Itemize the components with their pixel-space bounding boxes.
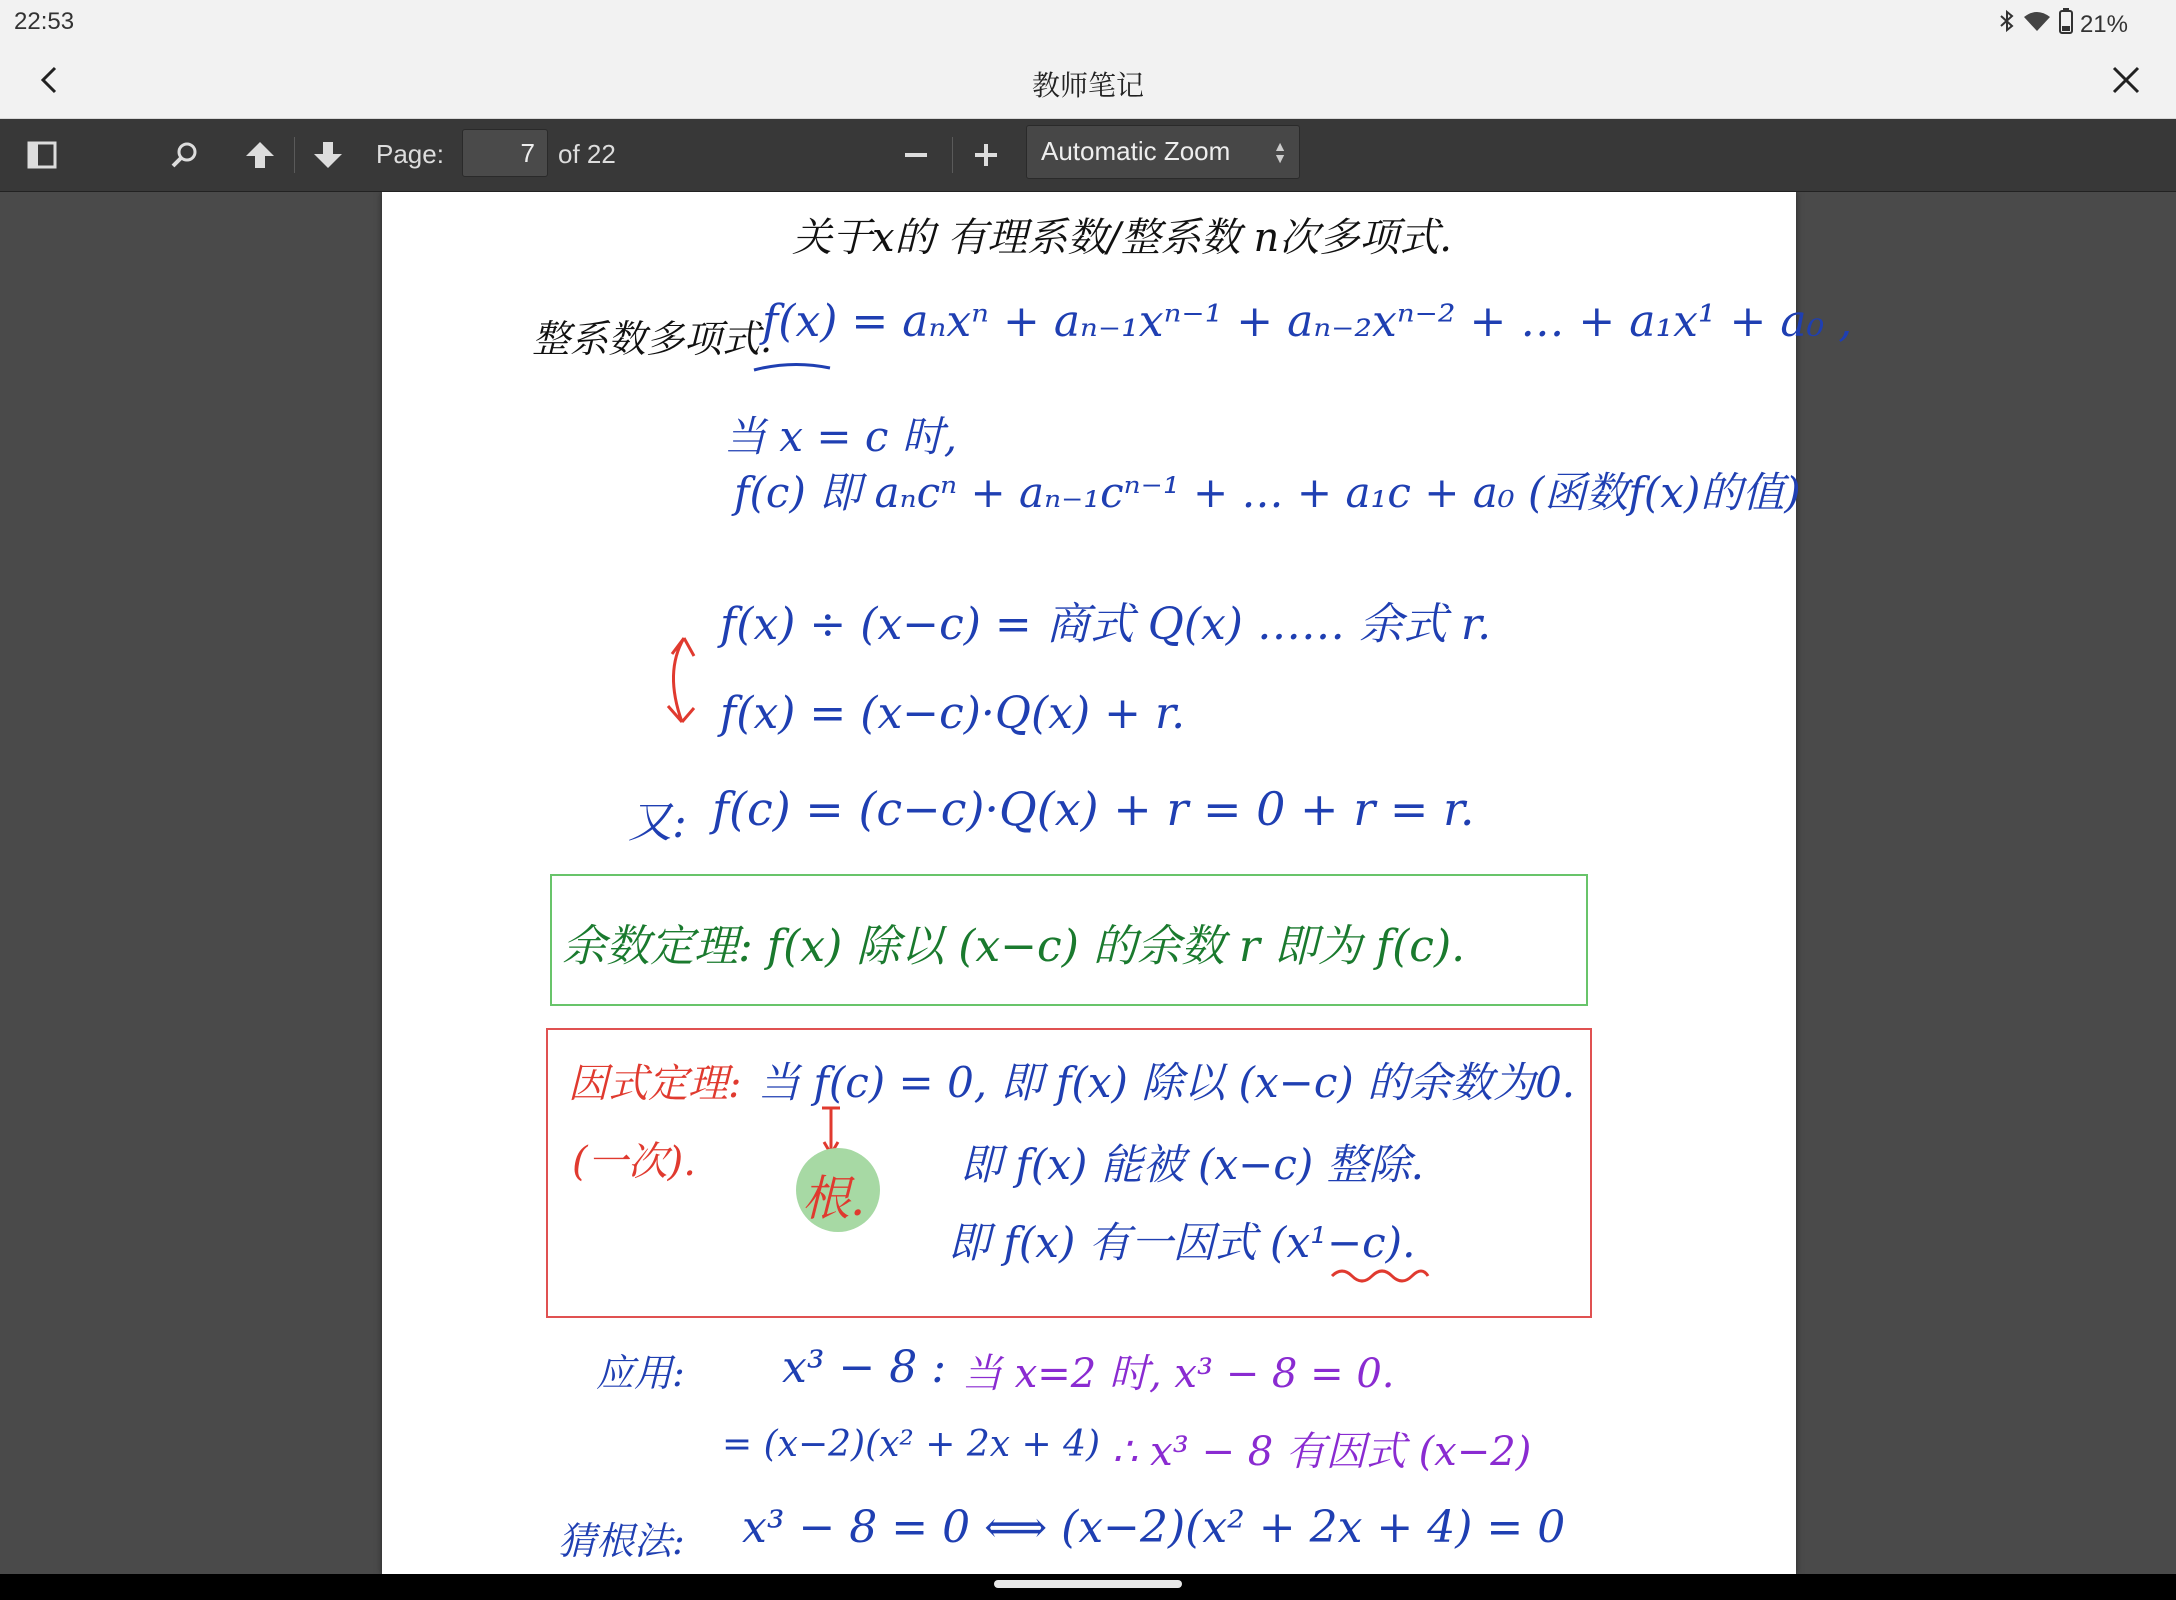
wavy-underline-mark [1330,1266,1430,1286]
remainder-theorem-box [550,874,1588,1006]
apply-line2: = (x−2)(x² + 2x + 4) [722,1424,1101,1465]
status-time: 22:53 [14,8,75,35]
remainder-theorem-text: 余数定理: f(x) 除以 (x−c) 的余数 r 即为 f(c). [562,921,1466,972]
find-root-line: x³ − 8 = 0 ⟺ (x−2)(x² + 2x + 4) = 0 [742,1502,1566,1553]
note-line5: f(x) = (x−c)·Q(x) + r. [720,688,1186,739]
underline-mark [752,360,832,374]
note-line6-label: 又: [628,797,687,848]
close-button[interactable] [2106,60,2146,100]
zoom-value: Automatic Zoom [1041,136,1231,166]
pdf-toolbar [0,119,2176,192]
title-bar [0,44,2176,119]
double-arrow-mark [654,632,704,732]
close-icon [2106,60,2146,100]
status-bar [0,0,2176,44]
note-line3: f(c) 即 aₙcⁿ + aₙ₋₁cⁿ⁻¹ + … + a₁c + a₀ (函数f(x)的值) [734,468,1801,517]
factor-line1: 当 f(c) = 0, 即 f(x) 除以 (x−c) 的余数为0. [758,1058,1576,1107]
note-title: 关于x的 有理系数/整系数 n次多项式. [792,215,1452,261]
find-root-label: 猜根法: [558,1519,685,1563]
battery-percent: 21% [2079,10,2128,38]
search-button[interactable] [164,135,204,175]
note-line6: f(c) = (c−c)·Q(x) + r = 0 + r = r. [712,782,1475,836]
pdf-page [382,192,1853,1574]
note-line4: f(x) ÷ (x−c) = 商式 Q(x) …… 余式 r. [720,599,1492,650]
zoom-select[interactable] [1026,125,1300,179]
factor-theorem-box [546,1028,1592,1318]
factor-theorem-label: 因式定理: [568,1061,742,1107]
document-viewer[interactable] [0,192,2176,1574]
navigation-bar [0,1574,2176,1600]
page-count: of 22 [558,139,616,169]
document-title: 教师笔记 [1031,70,1144,101]
battery-icon [2058,8,2074,41]
toolbar-divider [294,137,295,173]
page-number-input[interactable] [462,129,548,177]
note-line2: 当 x = c 时, [724,412,958,461]
factor-line3: 即 f(x) 有一因式 (x¹−c). [948,1218,1416,1267]
plus-icon [970,139,1002,171]
sidebar-toggle-button[interactable] [22,135,62,175]
apply-line2-note: ∴ x³ − 8 有因式 (x−2) [1112,1429,1532,1475]
sidebar-toggle-icon [26,139,58,171]
arrow-up-icon [244,139,276,171]
next-page-button[interactable] [308,135,348,175]
page-label: Page: [376,139,444,169]
zoom-in-button[interactable] [966,135,1006,175]
bluetooth-icon [1998,9,2016,40]
wifi-icon [2022,9,2052,40]
apply-label: 应用: [596,1351,685,1395]
apply-line1-note: 当 x=2 时, x³ − 8 = 0. [962,1351,1395,1397]
apply-line1: x³ − 8 : [782,1342,947,1393]
status-icons [1998,8,2128,41]
note-line1-label: 整系数多项式. [532,317,773,361]
home-handle[interactable] [994,1580,1182,1588]
factor-line2: 即 f(x) 能被 (x−c) 整除. [960,1140,1424,1189]
toolbar-divider [952,137,953,173]
root-label: 根. [802,1171,866,1227]
search-icon [168,139,200,171]
select-arrows-icon: ▲ ▼ [1273,138,1287,166]
arrow-down-icon [312,139,344,171]
previous-page-button[interactable] [240,135,280,175]
note-line1-formula: f(x) = aₙxⁿ + aₙ₋₁xⁿ⁻¹ + aₙ₋₂xⁿ⁻² + … + a₁x¹ + a₀ , [762,296,1853,347]
factor-theorem-sub: (一次). [572,1139,696,1185]
zoom-out-button[interactable] [896,135,936,175]
minus-icon [900,139,932,171]
